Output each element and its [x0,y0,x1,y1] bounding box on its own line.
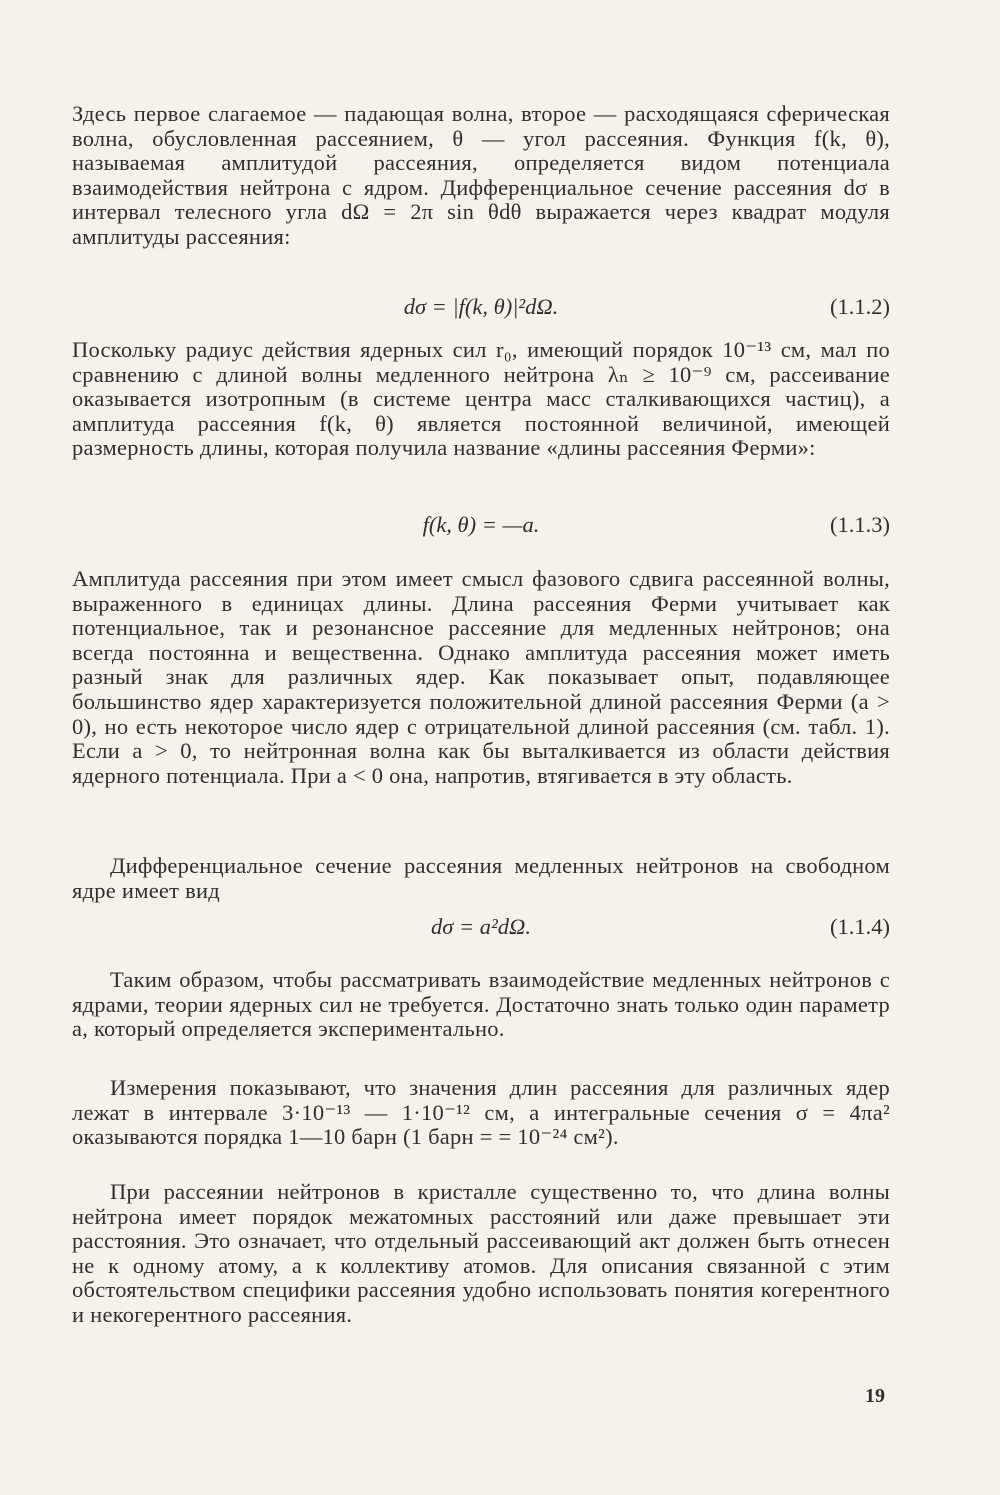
equation-1-1-2 [72,294,890,320]
page-number: 19 [865,1385,885,1407]
equation-1-1-2-expression: dσ = |f(k, θ)|²dΩ. [403,294,559,319]
equation-1-1-3-expression: f(k, θ) = —a. [422,512,540,537]
paragraph-5-text: Таким образом, чтобы рассматривать взаимодействие медленных нейтронов с ядрами, теории ядерных сил не требуется. Достаточно знать только один параметр a, который определяется экспериментально. [72,967,890,1042]
paragraph-6-text: Измерения показывают, что значения длин рассеяния для различных ядер лежат в интервале 3·10⁻¹³ — 1·10⁻¹² см, а интегральные сечения σ = 4πa² оказываются порядка 1—10 барн (1 барн = = 10⁻²⁴ см²). [72,1075,890,1150]
paragraph-5 [72,968,890,1042]
paragraph-2 [72,338,890,461]
equation-1-1-4-number: (1.1.4) [830,914,890,939]
paragraph-3 [72,567,890,788]
paragraph-1-text: Здесь первое слагаемое — падающая волна, второе — расходящаяся сферическая волна, обусловленная рассеянием, θ — угол рассеяния. Функция f(k, θ), называемая амплитудой рассеяния, определяется видом потенциала взаимодействия нейтрона с ядром. Дифференциальное сечение рассеяния dσ в интервал телесного угла dΩ = 2π sin θdθ выражается через квадрат модуля амплитуды рассеяния: [72,101,890,249]
paragraph-7-text: При рассеянии нейтронов в кристалле существенно то, что длина волны нейтрона имеет порядок межатомных расстояний или даже превышает эти расстояния. Это означает, что отдельный рассеивающий акт должен быть отнесен не к одному атому, а к коллективу атомов. Для описания связанной с этим обстоятельством специфики рассеяния удобно использовать понятия когерентного и некогерентного рассеяния. [72,1179,890,1327]
equation-1-1-2-number: (1.1.2) [830,294,890,319]
equation-1-1-4-expression: dσ = a²dΩ. [431,914,531,939]
paragraph-3-text: Амплитуда рассеяния при этом имеет смысл фазового сдвига рассеянной волны, выраженного в единицах длины. Длина рассеяния Ферми учитывает как потенциальное, так и резонансное рассеяние для медленных нейтронов; она всегда постоянна и вещественна. Однако амплитуда рассеяния может иметь разный знак для различных ядер. Как показывает опыт, подавляющее большинство ядер характеризуется положительной длиной рассеяния Ферми (a > 0), но есть некоторое число ядер с отрицательной длиной рассеяния (см. табл. 1). Если a > 0, то нейтронная волна как бы выталкивается из области действия ядерного потенциала. При a < 0 она, напротив, втягивается в эту область. [72,566,890,788]
paragraph-4 [72,854,890,903]
paragraph-7 [72,1180,890,1328]
equation-1-1-3 [72,512,890,538]
paragraph-2-text: Поскольку радиус действия ядерных сил r₀, имеющий порядок 10⁻¹³ см, мал по сравнению с длиной волны медленного нейтрона λₙ ≥ 10⁻⁹ см, рассеивание оказывается изотропным (в системе центра масс сталкивающихся частиц), а амплитуда рассеяния f(k, θ) является постоянной величиной, имеющей размерность длины, которая получила название «длины рассеяния Ферми»: [72,337,890,461]
paragraph-6 [72,1076,890,1150]
equation-1-1-3-number: (1.1.3) [830,512,890,537]
paragraph-4-text: Дифференциальное сечение рассеяния медленных нейтронов на свободном ядре имеет вид [72,853,890,903]
paragraph-1 [72,102,890,250]
equation-1-1-4 [72,914,890,940]
